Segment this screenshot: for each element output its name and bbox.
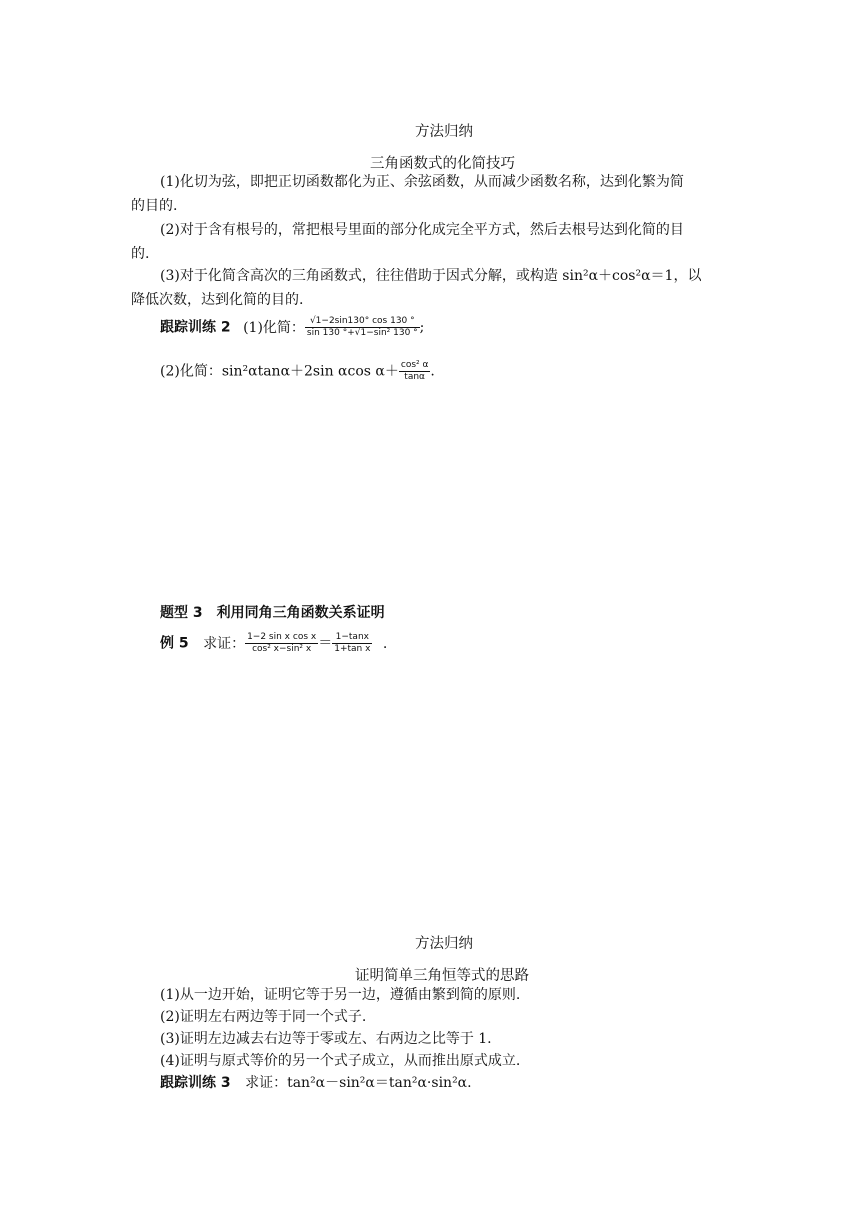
paragraph-2-line-2: 的. <box>131 246 150 262</box>
fraction-denominator: 1+tan x <box>334 644 371 654</box>
method-subheading-1: 三角函数式的化简技巧 <box>370 156 515 172</box>
fraction-denominator: cos² x−sin² x <box>252 644 312 654</box>
paragraph-2-line-1: (2)对于含有根号的，常把根号里面的部分化成完全平方式，然后去根号达到化简的目 <box>160 222 684 238</box>
practice-2-q1-prefix: (1)化简： <box>243 319 305 336</box>
method-heading-2: 方法归纳 <box>415 936 473 952</box>
method-2-line-3: (3)证明左边减去右边等于零或左、右两边之比等于 1. <box>160 1031 492 1047</box>
method-2-line-2: (2)证明左右两边等于同一个式子. <box>160 1009 367 1025</box>
paragraph-1-line-1: (1)化切为弦，即把正切函数都化为正、余弦函数，从而减少函数名称，达到化繁为简 <box>160 174 684 190</box>
fraction-denominator: sin 130 °+√1−sin² 130 ° <box>306 328 418 338</box>
method-2-line-4: (4)证明与原式等价的另一个式子成立，从而推出原式成立. <box>160 1053 521 1069</box>
fraction-denominator: tanα <box>404 372 425 382</box>
practice-2-q2-fraction <box>399 360 431 383</box>
type-3-heading: 题型 3 利用同角三角函数关系证明 <box>160 605 385 621</box>
practice-2-q2-suffix: . <box>430 363 435 380</box>
method-2-line-1: (1)从一边开始，证明它等于另一边，遵循由繁到简的原则. <box>160 987 521 1003</box>
example-5-rhs-fraction <box>332 632 372 655</box>
paragraph-3-line-2: 降低次数，达到化简的目的. <box>131 292 304 308</box>
fraction-numerator: 1−2 sin x cos x <box>247 632 317 642</box>
paragraph-1-line-2: 的目的. <box>131 198 178 214</box>
example-5-prefix: 求证： <box>203 635 246 652</box>
example-5-suffix: . <box>382 635 388 652</box>
practice-3-label: 跟踪训练 3 <box>160 1075 231 1091</box>
practice-3 <box>160 1073 472 1093</box>
example-5 <box>160 632 387 655</box>
example-5-label: 例 5 <box>160 635 189 652</box>
example-5-lhs-fraction <box>245 632 318 655</box>
fraction-numerator: cos² α <box>400 360 429 370</box>
equals-sign: ＝ <box>318 635 333 652</box>
method-heading-1: 方法归纳 <box>415 124 473 140</box>
practice-2-q1-fraction <box>305 316 420 339</box>
practice-2-question-1 <box>160 316 424 339</box>
practice-2-question-2 <box>160 360 435 383</box>
practice-2-label: 跟踪训练 2 <box>160 319 231 336</box>
practice-2-q2-prefix: (2)化简：sin²αtanα＋2sin αcos α＋ <box>160 363 399 380</box>
paragraph-3-line-1: (3)对于化简含高次的三角函数式，往往借助于因式分解，或构造 sin²α＋cos²α＝1，以 <box>160 268 702 284</box>
method-subheading-2: 证明简单三角恒等式的思路 <box>355 968 529 984</box>
practice-3-text: 求证：tan²α－sin²α＝tan²α·sin²α. <box>245 1075 472 1091</box>
fraction-numerator: 1−tanx <box>332 632 372 644</box>
fraction-numerator: √1−2sin130° cos 130 ° <box>305 316 420 328</box>
practice-2-q1-suffix: ; <box>419 319 425 336</box>
